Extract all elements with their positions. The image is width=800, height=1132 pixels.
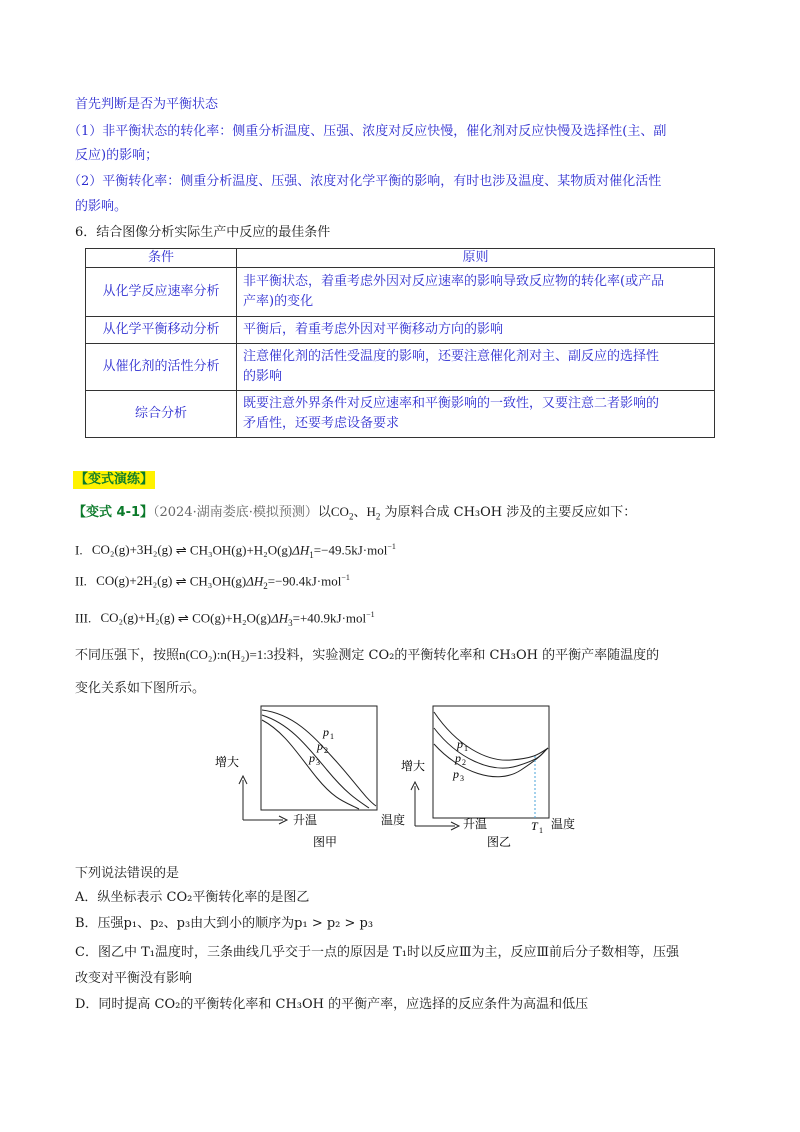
reaction-rhs: CH₃OH(g)+H₂O(g) — [189, 542, 293, 558]
intro-p1-line1: （1）非平衡状态的转化率：侧重分析温度、压强、浓度对反应快慢，催化剂对反应快慢及选择性(主、副 — [68, 124, 667, 139]
x-label-mid: 升温 — [293, 813, 318, 827]
ratio-formula: n(CO₂):n(H₂)=1:3 — [179, 647, 274, 662]
curve-p3 — [434, 744, 548, 777]
label-p2: p — [455, 751, 461, 765]
option-c-line2: 改变对平衡没有影响 — [75, 971, 193, 986]
intro-p2-line2: 的影响。 — [75, 199, 128, 214]
text: 不同压强下，按照 — [75, 648, 180, 663]
x-label-mid: 升温 — [463, 817, 488, 831]
label-p3: p — [453, 767, 459, 781]
option-d: D．同时提高 CO₂的平衡转化率和 CH₃OH 的平衡产率，应选择的反应条件为高温和低压 — [75, 997, 589, 1012]
label-p3: p — [309, 751, 315, 765]
curve-p1 — [434, 712, 548, 760]
dh-exp: −1 — [341, 573, 350, 582]
y-label: 增大 — [401, 759, 426, 773]
principle-line: 产率)的变化 — [243, 294, 314, 309]
label-p2-sub: 2 — [462, 758, 466, 767]
reaction-1 — [75, 538, 396, 564]
dh-sub: 2 — [263, 580, 268, 591]
figure-yi — [401, 698, 587, 850]
principle-line: 既要注意外界条件对反应速率和平衡影响的一致性，又要注意二者影响的 — [243, 396, 660, 411]
label-p2-sub: 2 — [324, 746, 328, 755]
dh-sub: 1 — [309, 549, 314, 560]
stem-text: 为原料合成 CH₃OH 涉及的主要反应如下： — [384, 505, 637, 520]
reaction-lhs: CO₂(g)+3H₂(g) — [91, 542, 173, 558]
table-cell-principle — [237, 344, 715, 391]
section-6-title: 6．结合图像分析实际生产中反应的最佳条件 — [75, 225, 331, 240]
table-cell-condition: 从催化剂的活性分析 — [86, 344, 237, 391]
table-cell-principle — [237, 317, 715, 344]
principle-line: 的影响 — [243, 369, 283, 384]
figure-jia — [215, 698, 410, 850]
curve-p2 — [434, 728, 548, 768]
reaction-rhs: CO(g)+H₂O(g) — [192, 610, 272, 626]
option-b: B．压强p₁、p₂、p₃由大到小的顺序为p₁ > p₂ > p₃ — [75, 916, 374, 931]
reaction-number: II. — [75, 573, 87, 589]
table-row — [86, 268, 715, 317]
practice-tag: 【变式演练】 — [75, 472, 154, 487]
table-cell-condition: 从化学平衡移动分析 — [86, 317, 237, 344]
table-header-row — [86, 249, 715, 268]
dh-label: ΔH — [246, 573, 264, 589]
question-prompt: 下列说法错误的是 — [75, 866, 180, 881]
dh-exp: −1 — [366, 610, 375, 619]
dh-value: =+40.9kJ·mol — [292, 610, 367, 626]
figure-caption: 图乙 — [487, 835, 512, 849]
text: 投料，实验测定 CO₂的平衡转化率和 CH₃OH 的平衡产率随温度的 — [273, 648, 660, 663]
intro-p1-line2: 反应)的影响； — [75, 148, 159, 163]
label-p1-sub: 1 — [464, 744, 468, 753]
label-p1-sub: 1 — [330, 732, 334, 741]
label-p3-sub: 3 — [316, 758, 320, 767]
table-cell-condition: 从化学反应速率分析 — [86, 268, 237, 317]
stem-text: 以 — [317, 505, 331, 520]
x-label-end: 温度 — [551, 817, 576, 831]
principle-line: 注意催化剂的活性受温度的影响，还要注意催化剂对主、副反应的选择性 — [243, 349, 660, 364]
dh-exp: −1 — [387, 542, 396, 551]
intro-heading: 首先判断是否为平衡状态 — [75, 97, 219, 112]
principle-line: 平衡后，着重考虑外因对平衡移动方向的影响 — [243, 322, 504, 337]
label-p1: p — [457, 737, 463, 751]
stem-text: 、 — [353, 505, 367, 520]
table-cell-principle — [237, 268, 715, 317]
principle-line: 矛盾性，还要考虑设备要求 — [243, 416, 400, 431]
t1-label-sub: 1 — [539, 826, 543, 835]
conditions-table — [85, 248, 715, 438]
practice-tag-line — [73, 471, 155, 489]
reaction-lhs: CO(g)+2H₂(g) — [96, 573, 173, 589]
co2-formula: $CO_2$ — [330, 504, 354, 522]
principle-line: 非平衡状态，着重考虑外因对反应速率的影响导致反应物的转化率(或产品 — [243, 274, 665, 289]
table-header-condition: 条件 — [86, 249, 237, 268]
practice-stem — [73, 503, 636, 526]
dh-label: ΔH — [271, 610, 289, 626]
label-p2: p — [317, 739, 323, 753]
practice-label: 【变式 4-1】 — [73, 505, 154, 520]
reaction-number: III. — [75, 610, 92, 626]
equilibrium-arrow-icon: ⇌ — [175, 573, 187, 589]
table-row — [86, 344, 715, 391]
dh-label: ΔH — [292, 542, 310, 558]
table-header-principle: 原则 — [237, 249, 715, 268]
equilibrium-arrow-icon: ⇌ — [175, 542, 187, 558]
table-cell-condition: 综合分析 — [86, 391, 237, 438]
practice-source: （2024·湖南娄底·模拟预测） — [153, 505, 318, 520]
reaction-3 — [75, 606, 375, 632]
y-label: 增大 — [215, 755, 240, 769]
dh-value: =−49.5kJ·mol — [313, 542, 388, 558]
equilibrium-arrow-icon: ⇌ — [177, 610, 189, 626]
table-row — [86, 317, 715, 344]
x-label-end: 温度 — [381, 813, 406, 827]
reaction-lhs: CO₂(g)+H₂(g) — [100, 610, 175, 626]
intro-p2-line1: （2）平衡转化率：侧重分析温度、压强、浓度对化学平衡的影响，有时也涉及温度、某物质对催化活性 — [68, 174, 662, 189]
condition-line-1 — [75, 646, 659, 665]
t1-label: T — [531, 819, 538, 833]
option-c-line1: C．图乙中 T₁温度时，三条曲线几乎交于一点的原因是 T₁时以反应Ⅲ为主，反应Ⅲ前后分子数相等，压强 — [75, 945, 680, 960]
h2-formula: $H_2$ — [366, 504, 381, 522]
condition-line-2: 变化关系如下图所示。 — [75, 681, 206, 696]
table-cell-principle — [237, 391, 715, 438]
reaction-2 — [75, 569, 350, 595]
table-row — [86, 391, 715, 438]
reaction-number: I. — [75, 542, 83, 558]
dh-value: =−90.4kJ·mol — [267, 573, 342, 589]
figure-caption: 图甲 — [313, 835, 338, 849]
dh-sub: 3 — [288, 617, 293, 628]
reaction-rhs: CH₃OH(g) — [189, 573, 247, 589]
option-a: A．纵坐标表示 CO₂平衡转化率的是图乙 — [75, 890, 310, 905]
label-p1: p — [323, 725, 329, 739]
label-p3-sub: 3 — [460, 774, 464, 783]
